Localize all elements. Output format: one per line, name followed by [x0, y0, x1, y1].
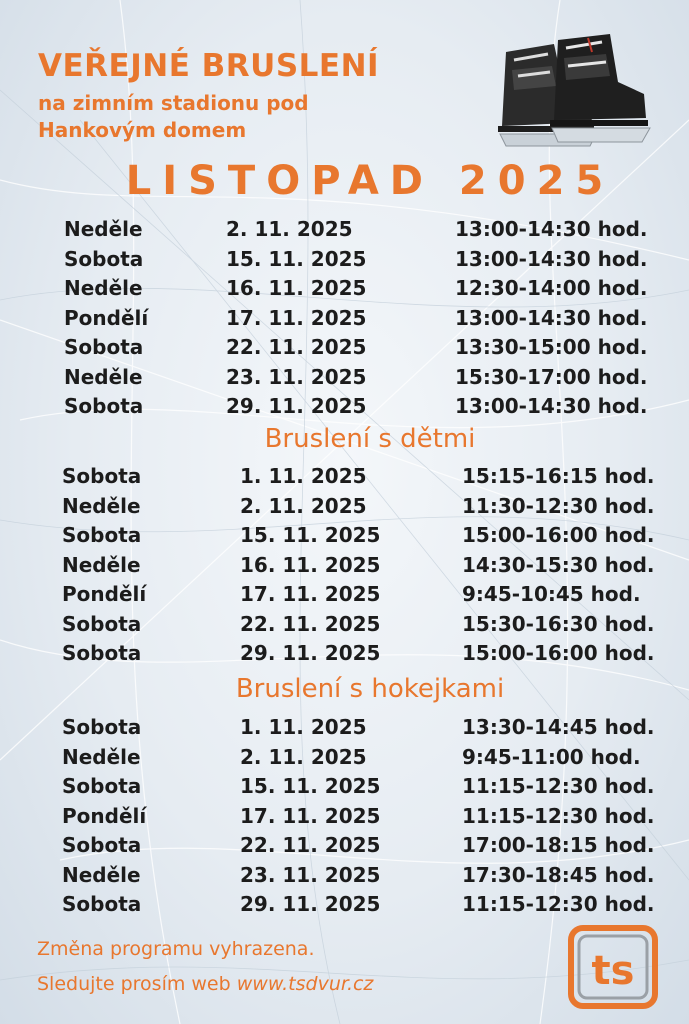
table-row [0, 745, 689, 775]
table-row [0, 715, 689, 745]
footer-note [37, 932, 373, 1002]
row-day: Sobota [62, 715, 142, 739]
row-time: 9:45-11:00 hod. [462, 744, 641, 769]
row-date: 2. 11. 2025 [226, 217, 353, 241]
row-day: Neděle [64, 364, 143, 389]
row-time: 15:30-16:30 hod. [462, 611, 655, 636]
row-date: 23. 11. 2025 [226, 364, 367, 389]
row-time: 17:30-18:45 hod. [462, 862, 655, 887]
row-day: Neděle [62, 744, 141, 769]
row-time: 11:30-12:30 hod. [462, 493, 655, 518]
table-row [0, 553, 689, 583]
footer-line-2-prefix: Sledujte prosím web [37, 973, 237, 995]
row-day: Sobota [62, 464, 142, 488]
row-day: Neděle [62, 552, 141, 577]
schedule-kids [0, 464, 689, 671]
row-day: Sobota [62, 611, 142, 636]
row-time: 17:00-18:15 hod. [462, 833, 655, 857]
row-time: 11:15-12:30 hod. [462, 803, 655, 828]
row-time: 13:00-14:30 hod. [455, 394, 648, 418]
row-day: Sobota [62, 892, 142, 916]
row-time: 11:15-12:30 hod. [462, 774, 655, 798]
subtitle-line-2: Hankovým domem [38, 118, 247, 142]
row-time: 15:15-16:15 hod. [462, 464, 655, 488]
row-day: Neděle [62, 493, 141, 518]
table-row [0, 217, 689, 247]
table-row [0, 612, 689, 642]
section-heading-hockey: Bruslení s hokejkami [235, 674, 505, 704]
row-date: 22. 11. 2025 [240, 833, 381, 857]
table-row [0, 306, 689, 336]
row-date: 15. 11. 2025 [240, 523, 381, 547]
row-day: Sobota [62, 641, 142, 665]
row-day: Pondělí [62, 803, 147, 828]
row-time: 13:00-14:30 hod. [455, 217, 648, 241]
table-row [0, 863, 689, 893]
row-date: 29. 11. 2025 [240, 641, 381, 665]
row-time: 11:15-12:30 hod. [462, 892, 655, 916]
table-row [0, 276, 689, 306]
logo-text: ts [591, 948, 635, 994]
table-row [0, 494, 689, 524]
table-row [0, 247, 689, 277]
row-date: 17. 11. 2025 [240, 582, 381, 606]
row-day: Neděle [62, 862, 141, 887]
row-date: 29. 11. 2025 [226, 394, 367, 418]
website-link[interactable]: www.tsdvur.cz [236, 973, 374, 995]
row-day: Pondělí [64, 305, 149, 330]
row-day: Sobota [62, 774, 142, 798]
row-date: 2. 11. 2025 [240, 744, 367, 769]
table-row [0, 892, 689, 922]
row-time: 12:30-14:00 hod. [455, 276, 648, 300]
table-row [0, 641, 689, 671]
table-row [0, 582, 689, 612]
row-date: 17. 11. 2025 [240, 803, 381, 828]
row-day: Sobota [62, 523, 142, 547]
row-time: 15:00-16:00 hod. [462, 641, 655, 665]
row-date: 22. 11. 2025 [240, 611, 381, 636]
month-heading: LISTOPAD 2025 [125, 158, 615, 204]
table-row [0, 523, 689, 553]
row-day: Sobota [62, 833, 142, 857]
schedule-public [0, 217, 689, 424]
subtitle [38, 90, 309, 144]
page-title: VEŘEJNÉ BRUSLENÍ [38, 48, 380, 84]
row-date: 23. 11. 2025 [240, 862, 381, 887]
row-day: Sobota [64, 246, 144, 271]
row-day: Pondělí [62, 582, 147, 606]
schedule-hockey [0, 715, 689, 922]
row-date: 15. 11. 2025 [240, 774, 381, 798]
row-date: 1. 11. 2025 [240, 464, 367, 488]
row-date: 15. 11. 2025 [226, 246, 367, 271]
row-time: 13:00-14:30 hod. [455, 305, 648, 330]
table-row [0, 365, 689, 395]
row-date: 22. 11. 2025 [226, 335, 367, 359]
row-date: 16. 11. 2025 [226, 276, 367, 300]
row-time: 9:45-10:45 hod. [462, 582, 641, 606]
row-time: 13:30-14:45 hod. [462, 715, 655, 739]
row-day: Neděle [64, 217, 143, 241]
row-date: 29. 11. 2025 [240, 892, 381, 916]
table-row [0, 335, 689, 365]
table-row [0, 774, 689, 804]
ice-skates-icon [492, 30, 652, 160]
table-row [0, 394, 689, 424]
table-row [0, 464, 689, 494]
row-time: 13:00-14:30 hod. [455, 246, 648, 271]
row-day: Neděle [64, 276, 143, 300]
section-heading-kids: Bruslení s dětmi [264, 424, 476, 454]
row-time: 15:00-16:00 hod. [462, 523, 655, 547]
row-day: Sobota [64, 335, 144, 359]
row-date: 17. 11. 2025 [226, 305, 367, 330]
ts-logo-icon [567, 924, 659, 1010]
table-row [0, 804, 689, 834]
row-date: 1. 11. 2025 [240, 715, 367, 739]
row-date: 2. 11. 2025 [240, 493, 367, 518]
footer-line-1: Změna programu vyhrazena. [37, 938, 315, 960]
row-date: 16. 11. 2025 [240, 552, 381, 577]
row-time: 13:30-15:00 hod. [455, 335, 648, 359]
subtitle-line-1: na zimním stadionu pod [38, 91, 309, 115]
table-row [0, 833, 689, 863]
row-day: Sobota [64, 394, 144, 418]
row-time: 14:30-15:30 hod. [462, 552, 655, 577]
row-time: 15:30-17:00 hod. [455, 364, 648, 389]
